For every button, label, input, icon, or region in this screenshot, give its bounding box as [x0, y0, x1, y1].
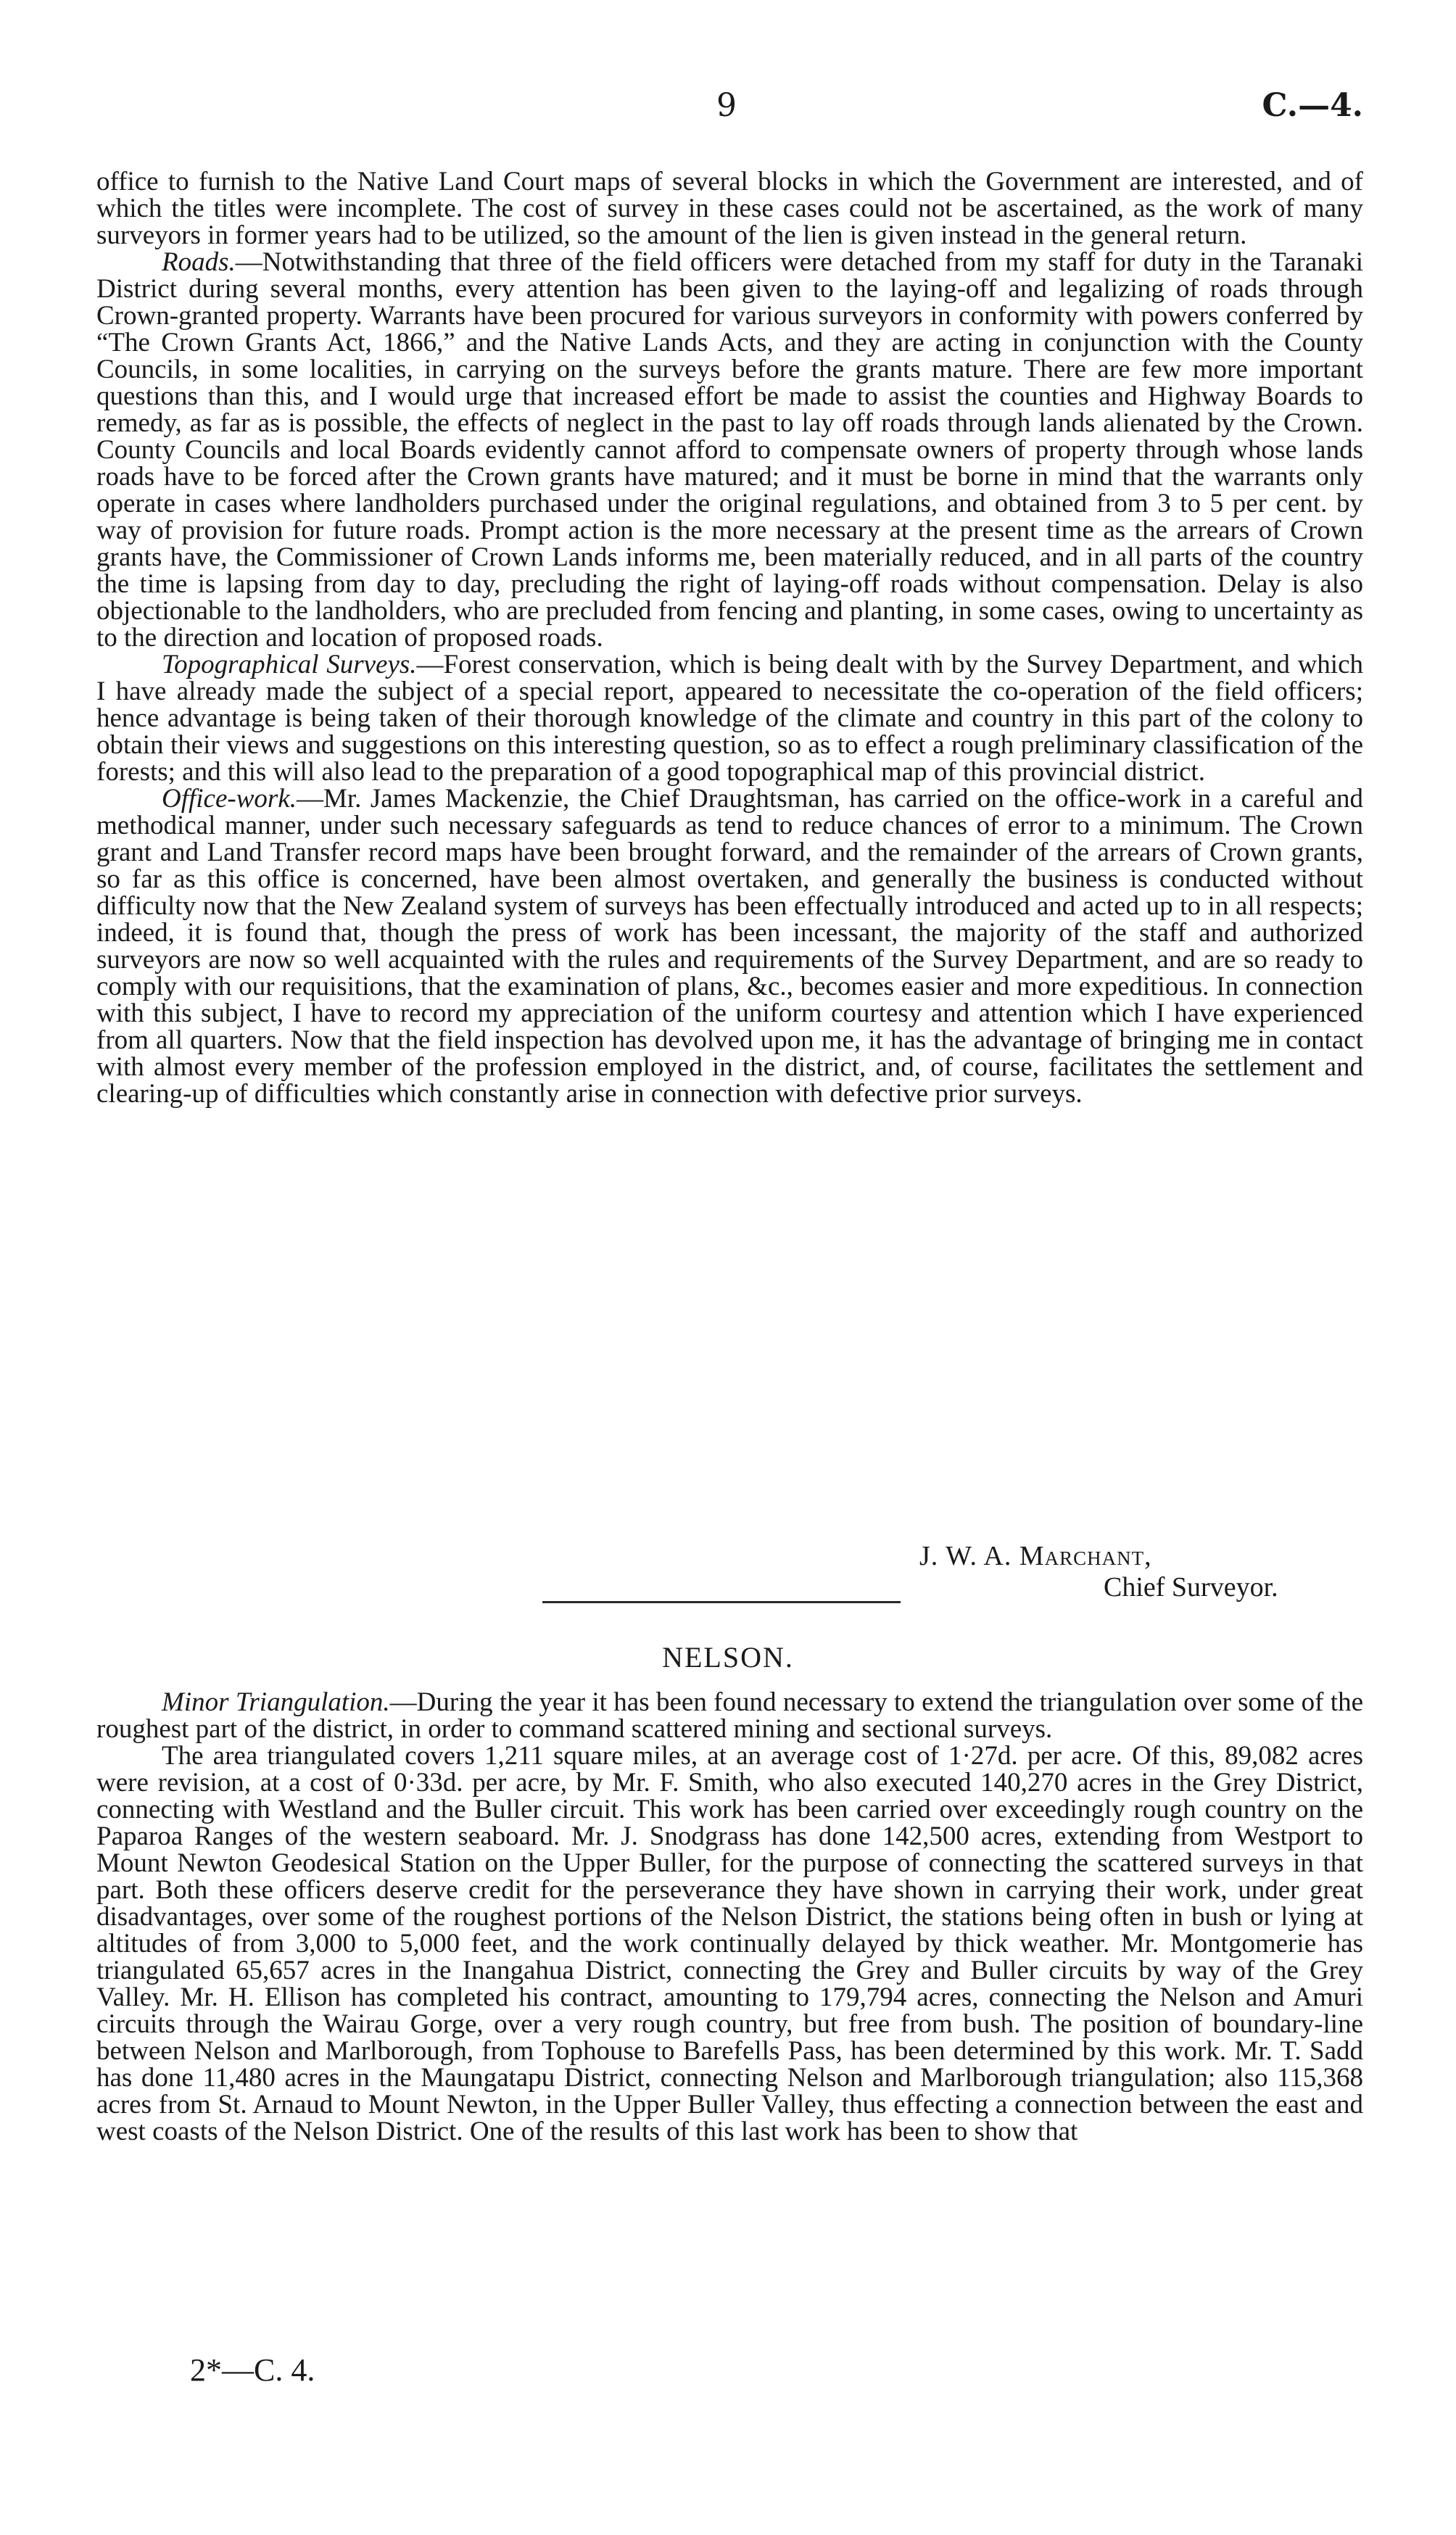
roads-text: —Notwithstanding that three of the field officers were detached from my staff for duty in the Taranaki District during several months, every attention has been given to the laying-off and legalizing of roads through Crown-granted property. Warrants have been procured for various surveyors in conformity with powers conferred by “The Crown Grants Act, 1866,” and the Native Lands Acts, and they are acting in conjunction with the County Councils, in some localities, in carrying on the surveys before the grants mature. There are few more important questions than this, and I would urge that increased effort be made to assist the counties and Highway Boards to remedy, as far as is possible, the effects of neglect in the past to lay off roads through lands alienated by the Crown. County Councils and local Boards evidently cannot afford to compensate owners of property through whose lands roads have to be forced after the Crown grants have matured; and it must be borne in mind that the warrants only operate in cases where landholders purchased under the original regulations, and obtained from 3 to 5 per cent. by way of provision for future roads. Prompt action is the more necessary at the present time as the arrears of Crown grants have, the Commissioner of Crown Lands informs me, been materially reduced, and in all parts of the country the time is lapsing from day to day, precluding the right of laying-off roads without compensation. Delay is also objectionable to the landholders, who are precluded from fencing and planting, in some cases, owing to uncertainty as to the direction and location of proposed roads.: [96, 247, 1363, 653]
topographical-paragraph: [96, 651, 1363, 785]
office-work-paragraph: [96, 785, 1363, 1107]
intro-paragraph: office to furnish to the Native Land Court maps of several blocks in which the Government are interested, and of which the titles were incomplete. The cost of survey in these cases could not be ascertained, as the work of many surveyors in former years had to be utilized, so the amount of the lien is given instead in the general return.: [96, 167, 1363, 250]
office-work-text: —Mr. James Mackenzie, the Chief Draughtsman, has carried on the office-work in a careful and methodical manner, under such necessary safeguards as tend to reduce chances of error to a minimum. The Crown grant and Land Transfer record maps have been brought forward, and the remainder of the arrears of Crown grants, so far as this office is concerned, have been almost overtaken, and generally the business is conducted without difficulty now that the New Zealand system of surveys has been effectually introduced and acted up to in all respects; indeed, it is found that, though the press of work has been incessant, the majority of the staff and authorized surveyors are now so well acquainted with the rules and requirements of the Survey Department, and are so ready to comply with our requisitions, that the examination of plans, &c., becomes easier and more expeditious. In connection with this subject, I have to record my appreciation of the uniform courtesy and attention which I have experienced from all quarters. Now that the field inspection has devolved upon me, it has the advantage of bringing me in contact with almost every member of the profession employed in the district, and, of course, facilitates the settlement and clearing-up of difficulties which constantly arise in connection with defective prior surveys.: [96, 784, 1363, 1109]
page-number: 9: [716, 87, 737, 124]
signature-title: Chief Surveyor.: [1104, 1572, 1278, 1603]
roads-heading: Roads.: [162, 247, 236, 277]
minor-triangulation-heading: Minor Triangulation.: [162, 1687, 390, 1717]
chief-surveyor-report: [96, 168, 1363, 1107]
triangulation-area-paragraph: The area triangulated covers 1,211 square miles, at an average cost of 1·27d. per acre. Of this, 89,082 acres were revision, at a cost of 0·33d. per acre, by Mr. F. Smith, who also executed 140,270 acres in the Grey District, connecting with Westland and the Buller circuit. This work has been carried over exceedingly rough country on the Paparoa Ranges of the western seaboard. Mr. J. Snodgrass has done 142,500 acres, extending from Westport to Mount Newton Geodesical Station on the Upper Buller, for the purpose of connecting the scattered surveys in that part. Both these officers deserve credit for the perseverance they have shown in carrying their work, under great disadvantages, over some of the roughest portions of the Nelson District, the stations being often in bush or lying at altitudes of from 3,000 to 5,000 feet, and the work continually delayed by thick weather. Mr. Montgomerie has triangulated 65,657 acres in the Inangahua District, connecting the Grey and Buller circuits by way of the Grey Valley. Mr. H. Ellison has completed his contract, amounting to 179,794 acres, connecting the Nelson and Amuri circuits through the Wairau Gorge, over a very rough country, but free from bush. The position of boundary-line between Nelson and Marlborough, from Tophouse to Barefells Pass, has been determined by this work. Mr. T. Sadd has done 11,480 acres in the Maungatapu District, connecting Nelson and Marlborough triangulation; also 115,368 acres from St. Arnaud to Mount Newton, in the Upper Buller Valley, thus effecting a connection between the east and west coasts of the Nelson District. One of the results of this last work has been to show that: [96, 1741, 1363, 2146]
nelson-report: [96, 1689, 1363, 2145]
document-reference: C.—4.: [1262, 87, 1363, 124]
topographical-heading: Topographical Surveys.: [162, 650, 417, 679]
topographical-text: —Forest conservation, which is being dealt with by the Survey Department, and which I have already made the subject of a special report, appeared to necessitate the co-operation of the field officers; hence advantage is being taken of their thorough knowledge of the climate and country in this part of the colony to obtain their views and suggestions on this interesting question, so as to effect a rough preliminary classification of the forests; and this will also lead to the preparation of a good topographical map of this provincial district.: [96, 650, 1363, 787]
signature-name: J. W. A. Marchant,: [919, 1541, 1152, 1571]
roads-paragraph: [96, 249, 1363, 651]
nelson-section-title: NELSON.: [662, 1641, 794, 1674]
minor-triangulation-paragraph: [96, 1689, 1363, 1742]
section-divider: [542, 1601, 901, 1603]
printer-signature-mark: 2*—C. 4.: [190, 2352, 315, 2388]
minor-triangulation-text: —During the year it has been found necessary to extend the triangulation over some of the roughest part of the district, in order to command scattered mining and sectional surveys.: [96, 1687, 1363, 1744]
office-work-heading: Office-work.: [162, 784, 297, 814]
